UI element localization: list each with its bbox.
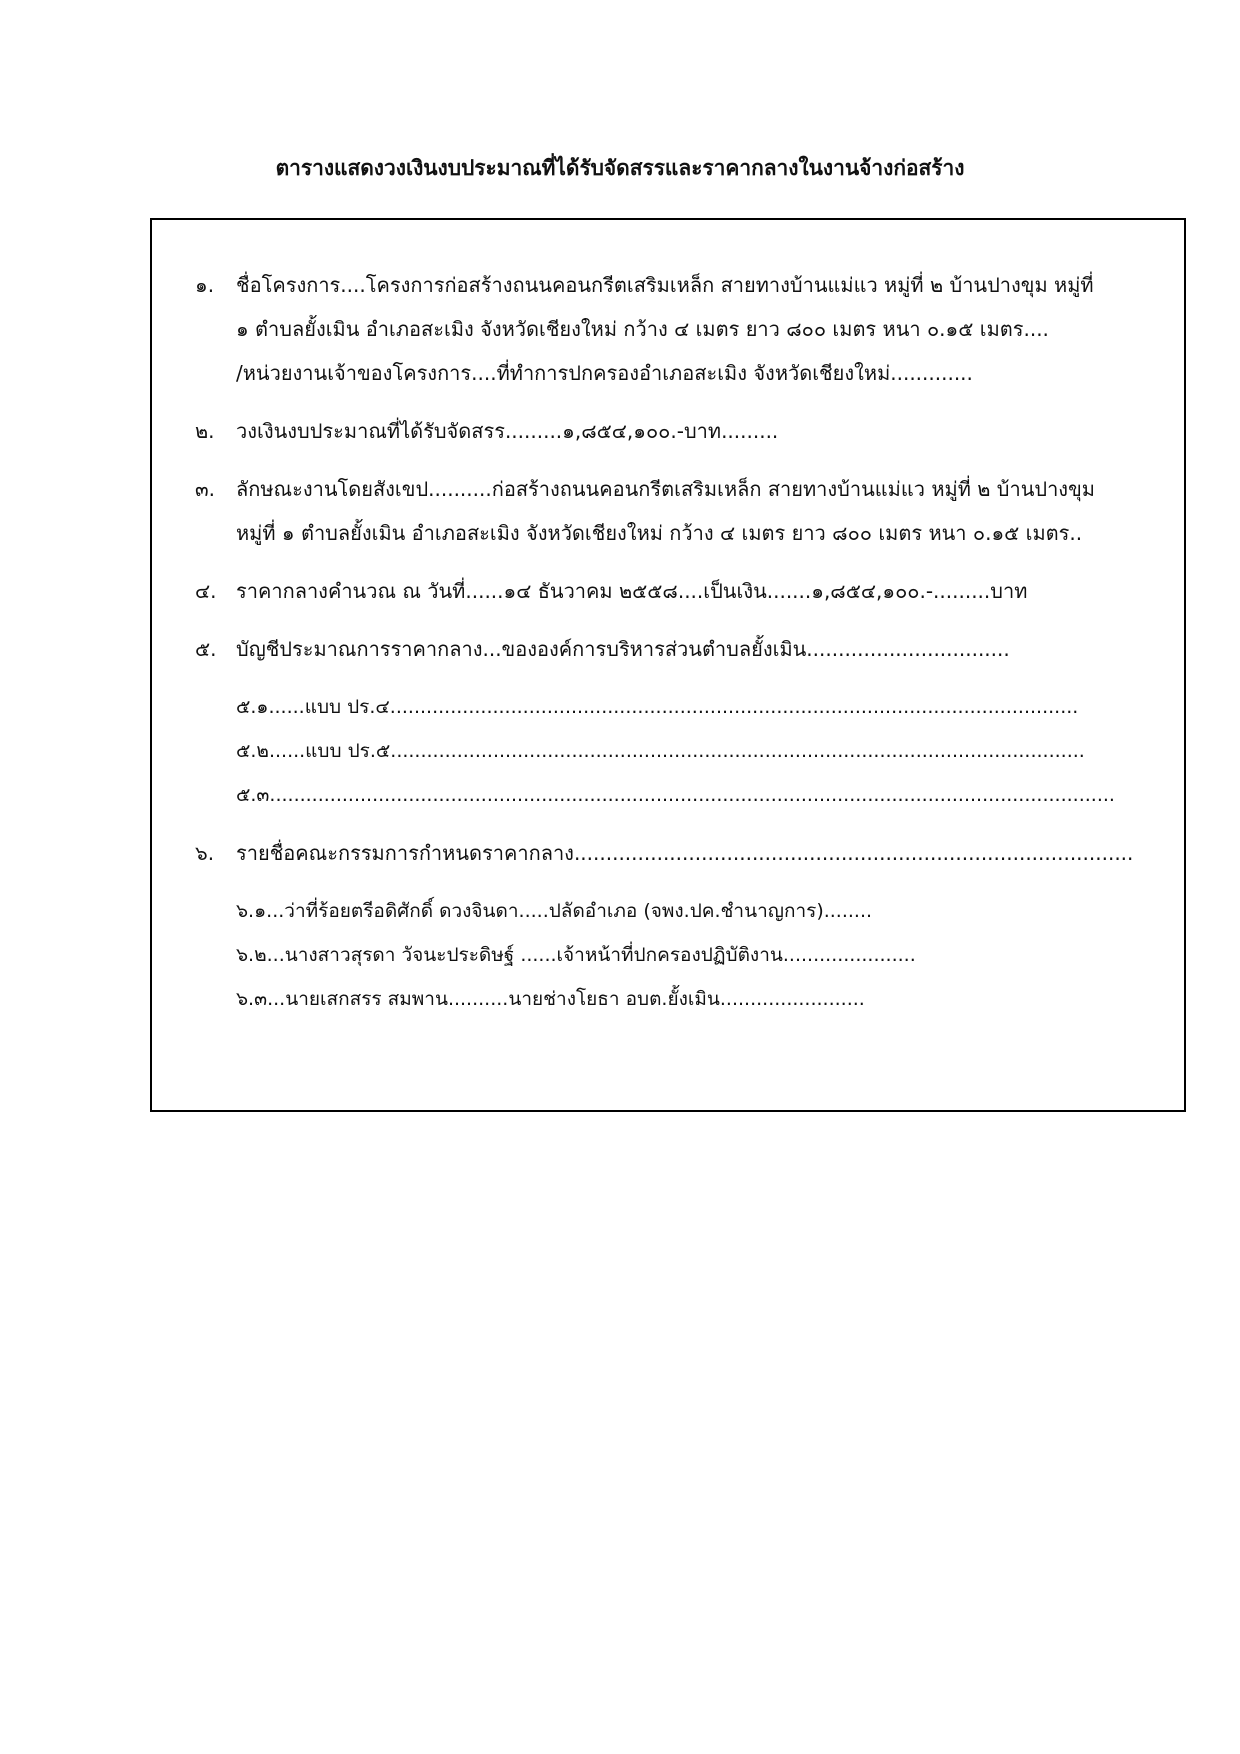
item-5-sub-1: ๕.๑......แบบ ปร.๔.................................................................................................................. [236,696,1079,718]
item-6-line-1: รายชื่อคณะกรรมการกำหนดราคากลาง........................................................................................ [236,841,1134,865]
content-box [150,218,1186,1112]
item-1-line-2: ๑ ตำบลยั้งเมิน อำเภอสะเมิง จังหวัดเชียงใหม่ กว้าง ๔ เมตร ยาว ๘๐๐ เมตร หนา ๐.๑๕ เมตร.... [236,317,1049,341]
item-1-line-1: ชื่อโครงการ....โครงการก่อสร้างถนนคอนกรีตเสริมเหล็ก สายทางบ้านแม่แว หมู่ที่ ๒ บ้านปางขุม หมู่ที่ [236,273,1094,297]
item-2-line-1: วงเงินงบประมาณที่ได้รับจัดสรร.........๑,๘๕๔,๑๐๐.-บาท......... [236,419,779,443]
item-6-sub-3: ๖.๓...นายเสกสรร สมพาน..........นายช่างโยธา อบต.ยั้งเมิน........................ [236,988,865,1010]
item-6-sub-1: ๖.๑...ว่าที่ร้อยตรีอดิศักดิ์ ดวงจินดา.....ปลัดอำเภอ (จพง.ปค.ชำนาญการ)........ [236,900,873,922]
item-5-line-1: บัญชีประมาณการราคากลาง...ขององค์การบริหารส่วนตำบลยั้งเมิน................................ [236,637,1010,661]
item-2-number: ๒. [195,419,215,443]
item-3-line-1: ลักษณะงานโดยสังเขป..........ก่อสร้างถนนคอนกรีตเสริมเหล็ก สายทางบ้านแม่แว หมู่ที่ ๒ บ้านปางขุม [236,477,1095,501]
item-3-line-2: หมู่ที่ ๑ ตำบลยั้งเมิน อำเภอสะเมิง จังหวัดเชียงใหม่ กว้าง ๔ เมตร ยาว ๘๐๐ เมตร หนา ๐.๑๕ เมตร.. [236,521,1083,545]
item-4-number: ๔. [195,579,217,603]
item-5-sub-3: ๕.๓............................................................................................................................................ [236,784,1115,806]
item-5-sub-2: ๕.๒......แบบ ปร.๕................................................................................................................... [236,740,1085,762]
item-1-line-3: /หน่วยงานเจ้าของโครงการ....ที่ทำการปกครองอำเภอสะเมิง จังหวัดเชียงใหม่............. [236,361,973,385]
document-title: ตารางแสดงวงเงินงบประมาณที่ได้รับจัดสรรและราคากลางในงานจ้างก่อสร้าง [275,156,965,180]
item-6-sub-2: ๖.๒...นางสาวสุรดา วัจนะประดิษฐ์ ......เจ้าหน้าที่ปกครองปฏิบัติงาน...................... [236,944,916,966]
item-4-line-1: ราคากลางคำนวณ ณ วันที่......๑๔ ธันวาคม ๒๕๕๘....เป็นเงิน.......๑,๘๕๔,๑๐๐.-.........บาท [236,579,1028,603]
item-5-number: ๕. [195,637,217,661]
item-1-number: ๑. [195,273,215,297]
item-3-number: ๓. [195,477,216,501]
item-6-number: ๖. [195,841,215,865]
